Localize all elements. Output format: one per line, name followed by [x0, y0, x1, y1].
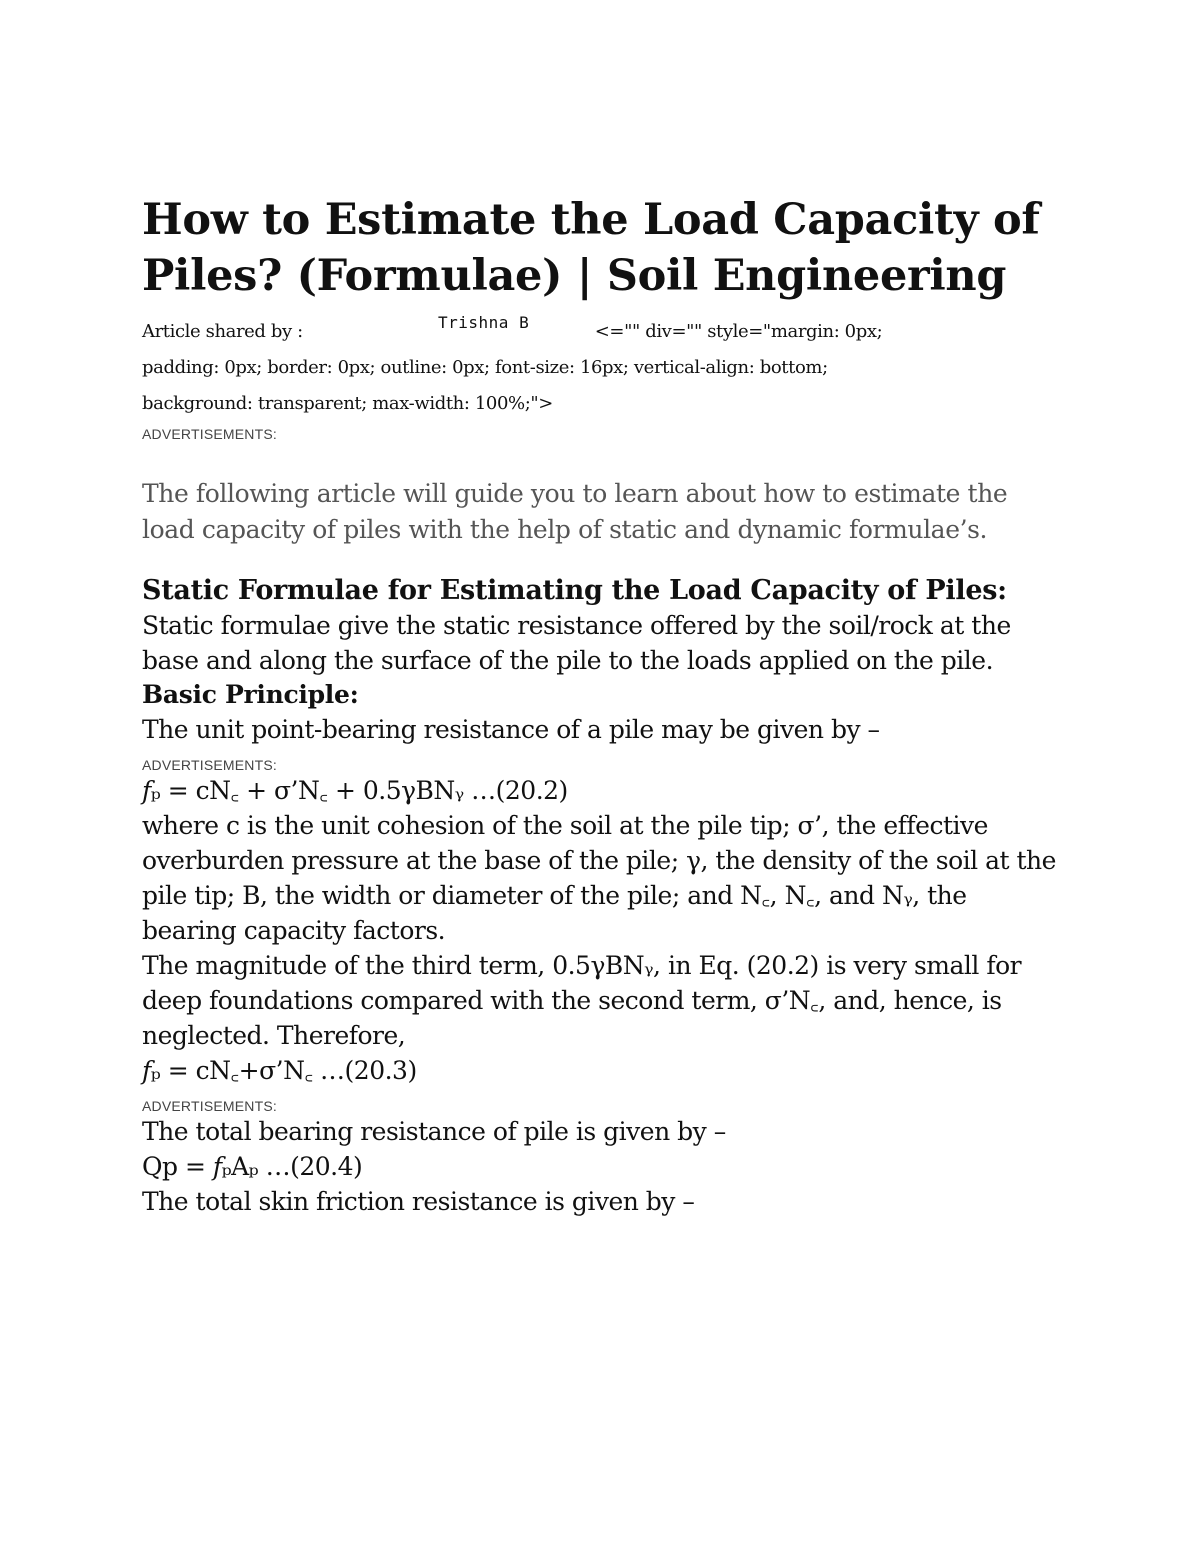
- byline-prefix: Article shared by :: [142, 321, 303, 342]
- where-paragraph: where c is the unit cohesion of the soil at the pile tip; σ’, the effective overburden pressure at the base of the pile; γ, the density of the soil at the pile tip; B, the width or diameter of the pile; and N꜀, N꜀, and Nᵧ, the bearing capacity factors.: [142, 811, 1056, 945]
- article-title: How to Estimate the Load Capacity of Piles? (Formulae) | Soil Engineering: [142, 195, 1040, 301]
- advertisements-label: ADVERTISEMENTS:: [142, 426, 277, 442]
- intro-paragraph: The following article will guide you to learn about how to estimate the load capacity of piles with the help of static and dynamic formulae’s.: [142, 479, 1008, 544]
- byline-rest-3: background: transparent; max-width: 100%;">: [142, 393, 553, 414]
- section-heading: Static Formulae for Estimating the Load Capacity of Piles:: [142, 575, 1007, 606]
- principle-text: The unit point-bearing resistance of a pile may be given by –: [142, 715, 880, 744]
- advertisements-label: ADVERTISEMENTS:: [142, 757, 277, 773]
- equation-20-3: 𝑓ₚ = cN꜀+σ’N꜀ …(20.3): [142, 1056, 417, 1085]
- total-bearing-text: The total bearing resistance of pile is given by –: [142, 1117, 726, 1146]
- byline-rest-1: <="" div="" style="margin: 0px;: [594, 321, 883, 342]
- author-name[interactable]: Trishna B: [438, 313, 530, 332]
- skin-friction-text: The total skin friction resistance is given by –: [142, 1187, 695, 1216]
- equation-20-2: 𝑓ₚ = cN꜀ + σ’N꜀ + 0.5γBNᵧ …(20.2): [142, 776, 568, 805]
- subheading-basic-principle: Basic Principle:: [142, 680, 359, 709]
- magnitude-paragraph: The magnitude of the third term, 0.5γBNᵧ, in Eq. (20.2) is very small for deep foundations compared with the second term, σ’N꜀, and, hence, is neglected. Therefore,: [142, 951, 1022, 1050]
- equation-20-4: Qp = 𝑓ₚAₚ …(20.4): [142, 1152, 363, 1181]
- byline: [142, 314, 1062, 422]
- article-page: [142, 192, 1062, 1219]
- advertisements-label: ADVERTISEMENTS:: [142, 1098, 277, 1114]
- section-intro: Static formulae give the static resistance offered by the soil/rock at the base and along the surface of the pile to the loads applied on the pile.: [142, 611, 1011, 675]
- byline-rest-2: padding: 0px; border: 0px; outline: 0px; font-size: 16px; vertical-align: bottom;: [142, 357, 828, 378]
